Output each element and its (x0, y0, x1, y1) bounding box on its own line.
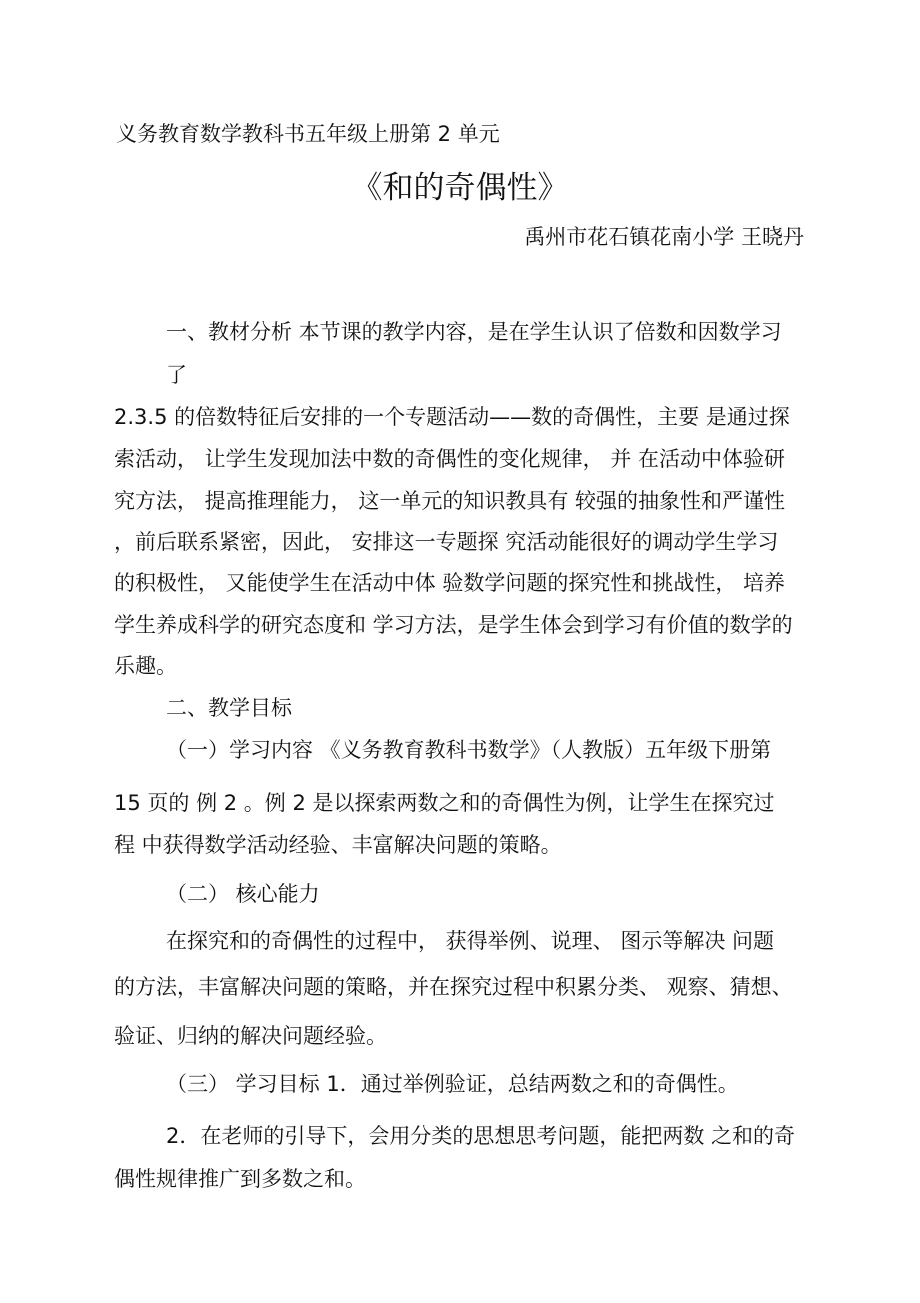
paragraph-line: 究方法， 提高推理能力， 这一单元的知识教具有 较强的抽象性和严谨性 (114, 489, 786, 513)
paragraph-line: 程 中获得数学活动经验、丰富解决问题的策略。 (114, 833, 562, 857)
paragraph-line: 2.3.5 的倍数特征后安排的一个专题活动——数的奇偶性，主要 是通过探 (114, 405, 790, 429)
paragraph-line: 一、教材分析 本节课的教学内容，是在学生认识了倍数和因数学习 (166, 320, 782, 344)
paragraph-line: 15 页的 例 2 。例 2 是以探索两数之和的奇偶性为例，让学生在探究过 (114, 791, 775, 815)
author-line: 禹州市花石镇花南小学 王晓丹 (524, 225, 804, 249)
paragraph-line: （三） 学习目标 1．通过举例验证，总结两数之和的奇偶性。 (166, 1072, 739, 1096)
paragraph-line: 学生养成科学的研究态度和 学习方法，是学生体会到学习有价值的数学的 (114, 613, 793, 637)
paragraph-line: 2．在老师的引导下，会用分类的思想思考问题，能把两数 之和的奇 (166, 1124, 796, 1148)
document-subtitle: 义务教育数学教科书五年级上册第 2 单元 (116, 122, 500, 146)
paragraph-line: 乐趣。 (114, 654, 177, 678)
document-title: 《和的奇偶性》 (351, 170, 569, 206)
section-heading: 二、教学目标 (166, 696, 292, 720)
section-heading: （二） 核心能力 (166, 882, 320, 906)
paragraph-line: 验证、归纳的解决问题经验。 (114, 1024, 387, 1048)
paragraph-line: 了 (166, 363, 187, 387)
paragraph-line: （一）学习内容 《义务教育教科书数学》（人教版）五年级下册第 (166, 738, 772, 762)
paragraph-line: ，前后联系紧密，因此， 安排这一专题探 究活动能很好的调动学生学习 (114, 530, 779, 554)
paragraph-line: 索活动， 让学生发现加法中数的奇偶性的变化规律， 并 在活动中体验研 (114, 447, 786, 471)
paragraph-line: 在探究和的奇偶性的过程中， 获得举例、说理、 图示等解决 问题 (166, 929, 775, 953)
paragraph-line: 偶性规律推广到多数之和。 (114, 1167, 366, 1191)
paragraph-line: 的积极性， 又能使学生在活动中体 验数学问题的探究性和挑战性， 培养 (114, 571, 786, 595)
paragraph-line: 的方法，丰富解决问题的策略，并在探究过程中积累分类、 观察、猜想、 (114, 975, 793, 999)
